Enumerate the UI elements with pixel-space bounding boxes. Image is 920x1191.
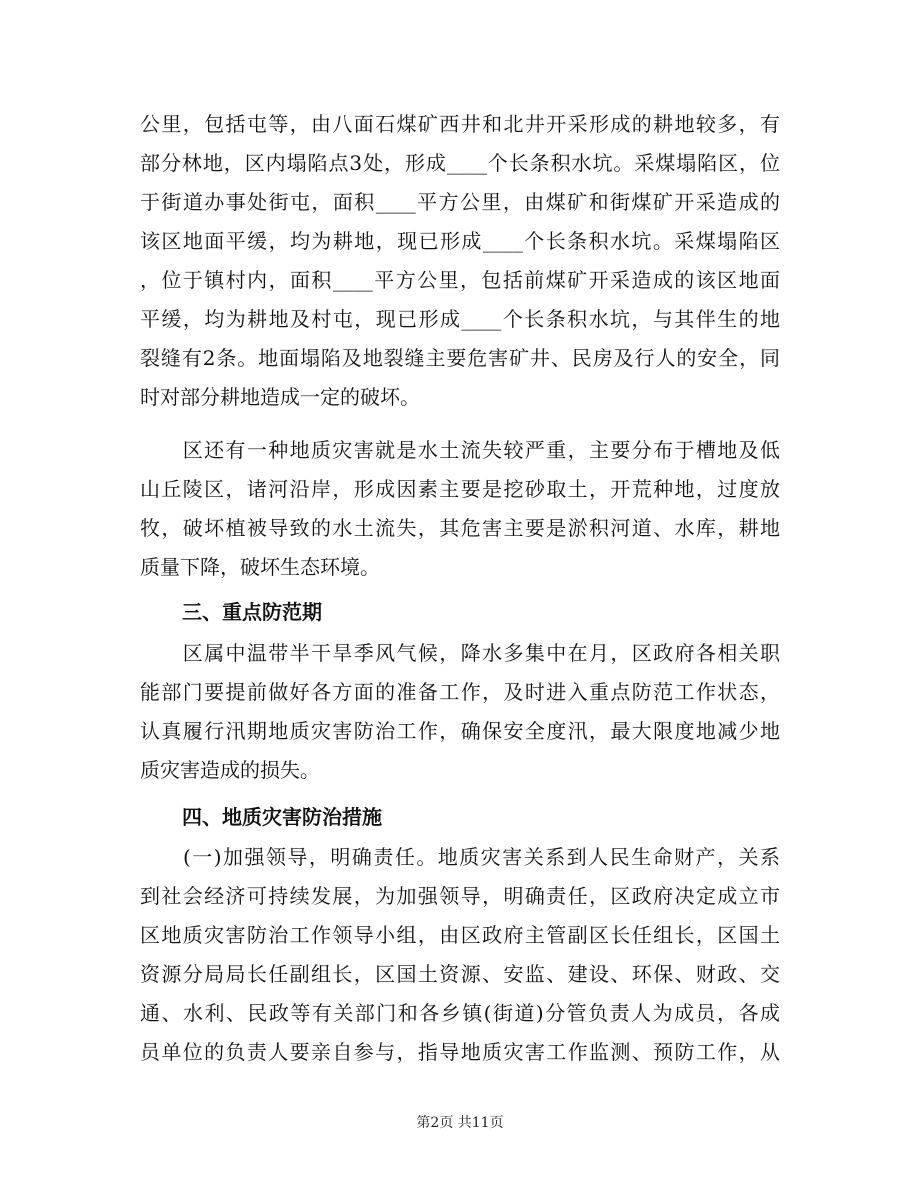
body-text-line: 资源分局局长任副组长，区国土资源、安监、建设、环保、财政、交	[140, 962, 780, 986]
body-text-line: 该区地面平缓，均为耕地，现已形成____个长条积水坑。采煤塌陷区	[140, 229, 780, 253]
body-text-line: 区地质灾害防治工作领导小组，由区政府主管副区长任组长，区国土	[140, 923, 780, 947]
section-heading: 三、重点防范期	[182, 600, 322, 624]
body-text-line: 部分林地，区内塌陷点3处，形成____个长条积水坑。采煤塌陷区，位	[140, 151, 780, 175]
body-text-line: 山丘陵区，诸河沿岸，形成因素主要是挖砂取土，开荒种地，过度放	[140, 477, 780, 501]
body-text-line: 到社会经济可持续发展，为加强领导，明确责任，区政府决定成立市	[140, 884, 780, 908]
body-text-line: 公里，包括屯等，由八面石煤矿西井和北井开采形成的耕地较多，有	[140, 112, 780, 136]
body-text-line: 能部门要提前做好各方面的准备工作，及时进入重点防范工作状态，	[140, 680, 780, 704]
body-text-line: 牧，破坏植被导致的水土流失，其危害主要是淤积河道、水库，耕地	[140, 516, 780, 540]
body-text-line: 认真履行汛期地质灾害防治工作，确保安全度汛，最大限度地减少地	[140, 719, 780, 743]
body-text-line: 裂缝有2条。地面塌陷及地裂缝主要危害矿井、民房及行人的安全，同	[140, 346, 780, 370]
body-text-line: (一)加强领导，明确责任。地质灾害关系到人民生命财产，关系	[140, 845, 780, 869]
body-text-line: 区属中温带半干旱季风气候，降水多集中在月，区政府各相关职	[140, 641, 780, 665]
body-text-line: ，位于镇村内，面积____平方公里，包括前煤矿开采造成的该区地面	[140, 268, 780, 292]
body-text-line: 质灾害造成的损失。	[140, 758, 320, 782]
body-text-line: 时对部分耕地造成一定的破坏。	[140, 385, 420, 409]
section-heading: 四、地质灾害防治措施	[182, 805, 382, 829]
body-text-line: 于街道办事处街屯，面积____平方公里，由煤矿和街煤矿开采造成的	[140, 190, 780, 214]
page-number-footer: 第2页 共11页	[416, 1115, 504, 1131]
body-text-line: 平缓，均为耕地及村屯，现已形成____个长条积水坑，与其伴生的地	[140, 307, 780, 331]
body-text-line: 通、水利、民政等有关部门和各乡镇(街道)分管负责人为成员，各成	[140, 1001, 780, 1025]
body-text-line: 员单位的负责人要亲自参与，指导地质灾害工作监测、预防工作，从	[140, 1040, 780, 1064]
body-text-line: 质量下降，破坏生态环境。	[140, 555, 380, 579]
body-text-line: 区还有一种地质灾害就是水土流失较严重，主要分布于槽地及低	[140, 438, 780, 462]
